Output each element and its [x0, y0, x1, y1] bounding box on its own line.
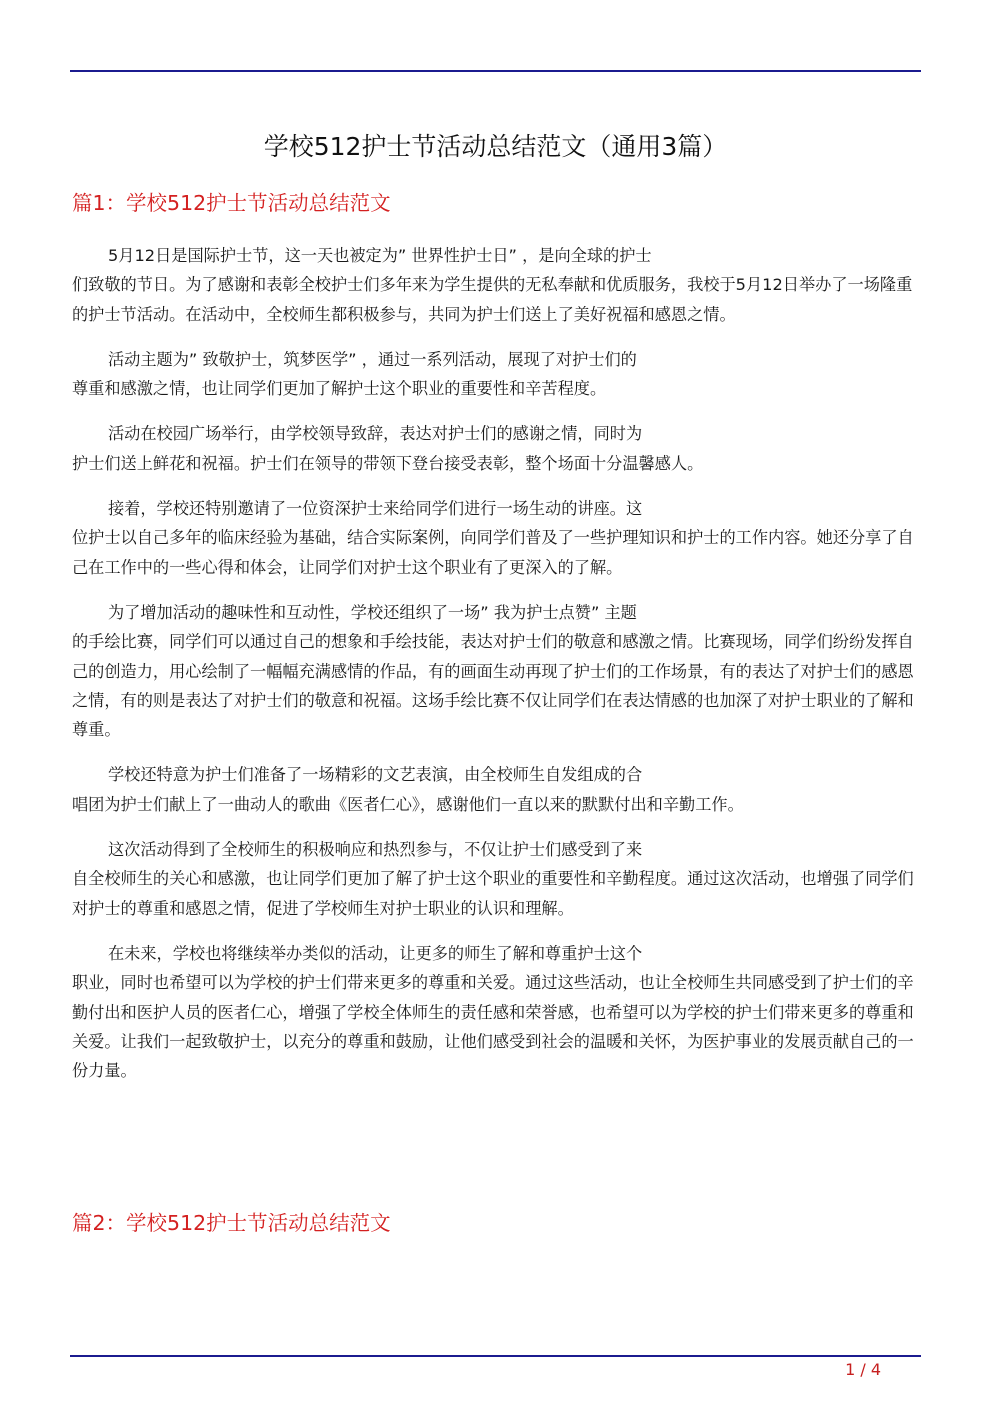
paragraph-first-line: 这次活动得到了全校师生的积极响应和热烈参与，不仅让护士们感受到了来: [108, 840, 643, 860]
paragraph: [72, 494, 920, 582]
paragraph-text: 护士们送上鲜花和祝福。护士们在领导的带领下登台接受表彰，整个场面十分温馨感人。: [72, 453, 704, 473]
paragraph-first-line: 接着，学校还特别邀请了一位资深护士来给同学们进行一场生动的讲座。这: [108, 499, 643, 519]
paragraph-first-line: 活动主题为” 致敬护士，筑梦医学” ，通过一系列活动，展现了对护士们的: [108, 349, 637, 369]
paragraph-text: 职业，同时也希望可以为学校的护士们带来更多的尊重和关爱。通过这些活动，也让全校师生共同感受到了护士们的辛勤付出和医护人员的医者仁心，增强了学校全体师生的责任感和荣誉感，也希望可以为学校的护士们带来更多的尊重和关爱。让我们一起致敬护士，以充分的尊重和鼓励，让他们感受到社会的温暖和关怀，为医护事业的发展贡献自己的一份力量。: [72, 973, 914, 1081]
paragraph: [72, 760, 920, 819]
page-number: 1 / 4: [845, 1360, 881, 1379]
paragraph: [72, 241, 920, 329]
footer-rule: [70, 1355, 921, 1357]
paragraph-first-line: 为了增加活动的趣味性和互动性，学校还组织了一场” 我为护士点赞” 主题: [108, 602, 637, 622]
paragraph-text: 们致敬的节日。为了感谢和表彰全校护士们多年来为学生提供的无私奉献和优质服务，我校于5月12日举办了一场隆重的护士节活动。在活动中，全校师生都积极参与，共同为护士们送上了美好祝福和感恩之情。: [72, 275, 913, 324]
paragraph-text: 位护士以自己多年的临床经验为基础，结合实际案例，向同学们普及了一些护理知识和护士的工作内容。她还分享了自己在工作中的一些心得和体会，让同学们对护士这个职业有了更深入的了解。: [72, 528, 914, 577]
section-2-heading: 篇2：学校512护士节活动总结范文: [72, 1211, 391, 1235]
paragraph: [72, 598, 920, 744]
paragraph: [72, 419, 920, 478]
paragraph-text: 唱团为护士们献上了一曲动人的歌曲《医者仁心》，感谢他们一直以来的默默付出和辛勤工作。: [72, 794, 744, 814]
document-title: 学校512护士节活动总结范文（通用3篇）: [263, 132, 728, 161]
paragraph-first-line: 在未来，学校也将继续举办类似的活动，让更多的师生了解和尊重护士这个: [108, 943, 643, 963]
paragraph-text: 尊重和感激之情，也让同学们更加了解护士这个职业的重要性和辛苦程度。: [72, 379, 607, 399]
paragraph: [72, 835, 920, 923]
paragraph-first-line: 学校还特意为护士们准备了一场精彩的文艺表演，由全校师生自发组成的合: [108, 765, 643, 785]
paragraph-text: 的手绘比赛，同学们可以通过自己的想象和手绘技能，表达对护士们的敬意和感激之情。比赛现场，同学们纷纷发挥自己的创造力，用心绘制了一幅幅充满感情的作品，有的画面生动再现了护士们的工作场景，有的表达了对护士们的感恩之情，有的则是表达了对护士们的敬意和祝福。这场手绘比赛不仅让同学们在表达情感的也加深了对护士职业的了解和尊重。: [72, 632, 914, 740]
paragraph-first-line: 活动在校园广场举行，由学校领导致辞，表达对护士们的感谢之情，同时为: [108, 424, 643, 444]
paragraph: [72, 345, 920, 404]
paragraph-first-line: 5月12日是国际护士节，这一天也被定为” 世界性护士日” ，是向全球的护士: [108, 246, 652, 265]
section-1-heading: 篇1：学校512护士节活动总结范文: [72, 191, 391, 215]
section-1-body: [72, 241, 920, 1101]
paragraph-text: 自全校师生的关心和感激，也让同学们更加了解了护士这个职业的重要性和辛勤程度。通过这次活动，也增强了同学们对护士的尊重和感恩之情，促进了学校师生对护士职业的认识和理解。: [72, 869, 914, 918]
header-rule: [70, 70, 921, 72]
paragraph: [72, 939, 920, 1085]
